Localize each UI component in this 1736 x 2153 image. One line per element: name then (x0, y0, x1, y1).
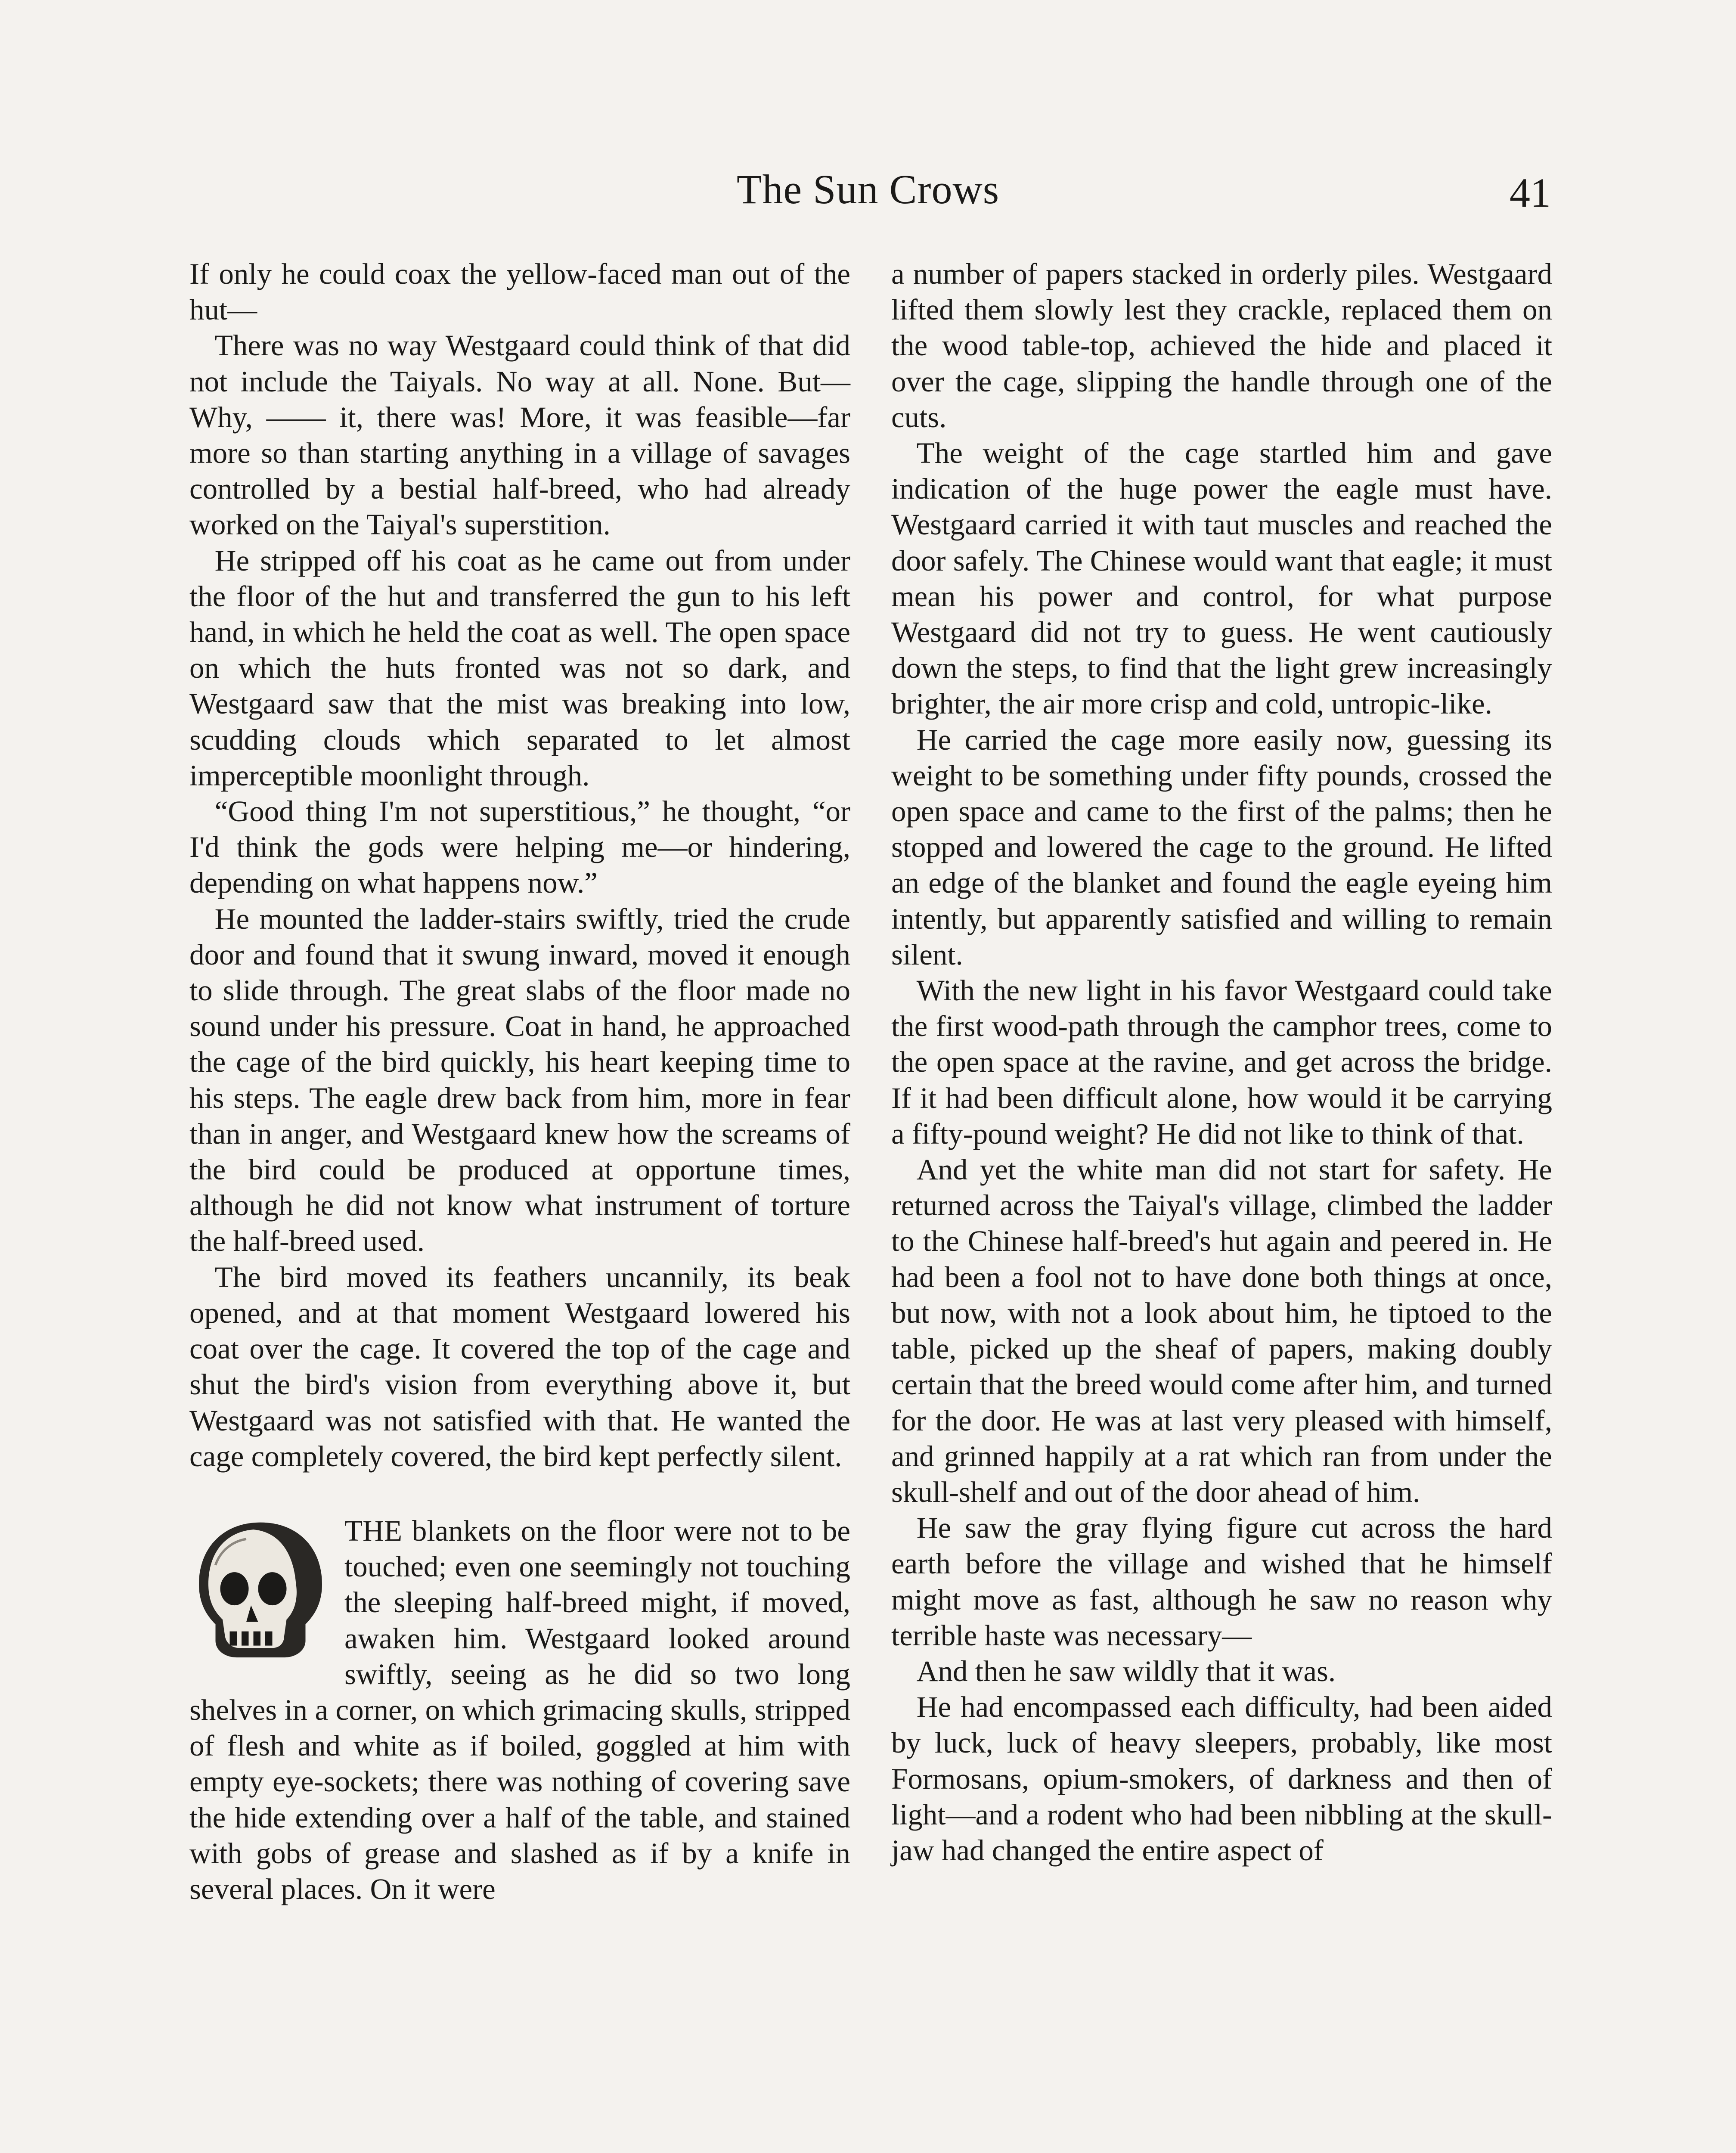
paragraph: a number of papers stacked in orderly piles. Westgaard lifted them slowly lest they crackle, replaced them on the wood table-top, achieved the hide and placed it over the cage, slipping the handle through one of the cuts. (891, 257, 1552, 434)
paragraph: There was no way Westgaard could think of that did not include the Taiyals. No way at all. None. But— Why, —— it, there was! More, it was feasible—far more so than starting anything in a village of savages controlled by a bestial half-breed, who had already worked on the Taiyal's superstition. (189, 329, 850, 541)
section-opening (189, 1513, 850, 1907)
right-column (891, 256, 1552, 1868)
paragraph: The weight of the cage startled him and gave indication of the huge power the eagle must have. Westgaard carried it with taut muscles and reached the door safely. The Chinese would want that eagle; it must mean his power and control, for what purpose Westgaard did not try to guess. He went cautiously down the steps, to find that the light grew increasingly brighter, the air more crisp and cold, untropic-like. (891, 437, 1552, 720)
paragraph: If only he could coax the yellow-faced man out of the hut— (189, 257, 850, 326)
paragraph: He mounted the ladder-stairs swiftly, tried the crude door and found that it swung inward, moved it enough to slide through. The great slabs of the floor made no sound under his pressure. Coat in hand, he approached the cage of the bird quickly, his heart keeping time to his steps. The eagle drew back from him, more in fear than in anger, and Westgaard knew how the screams of the bird could be produced at opportune times, although he did not know what instrument of torture the half-breed used. (189, 902, 850, 1258)
paragraph: He carried the cage more easily now, guessing its weight to be something under fifty pounds, crossed the open space and came to the first of the palms; then he stopped and lowered the cage to the ground. He lifted an edge of the blanket and found the eagle eyeing him intently, but apparently satisfied and willing to remain silent. (891, 723, 1552, 971)
section-break (189, 1474, 850, 1513)
paragraph: With the new light in his favor Westgaard could take the first wood-path through the camphor trees, come to the open space at the ravine, and get across the bridge. If it had been difficult alone, how would it be carrying a fifty-pound weight? He did not like to think of that. (891, 974, 1552, 1150)
section-paragraph: THE blankets on the floor were not to be touched; even one seemingly not touching the sleeping half-breed might, if moved, awaken him. Westgaard looked around swiftly, seeing as he did so two long shelves in a corner, on which grimacing skulls, stripped of flesh and white as if boiled, goggled at him with empty eye-sockets; there was nothing of covering save the hide extending over a half of the table, and stained with gobs of grease and slashed as if by a knife in several places. On it were (189, 1514, 850, 1905)
paragraph: He saw the gray flying figure cut across the hard earth before the village and wished that he himself might move as fast, although he saw no reason why terrible haste was necessary— (891, 1511, 1552, 1652)
paragraph: “Good thing I'm not superstitious,” he thought, “or I'd think the gods were helping me—or hindering, depending on what happens now.” (189, 795, 850, 900)
skull-icon (189, 1517, 332, 1666)
paragraph: He had encompassed each difficulty, had been aided by luck, luck of heavy sleepers, probably, like most Formosans, opium-smokers, of darkness and then of light—and a rodent who had been nibbling at the skull-jaw had changed the entire aspect of (891, 1691, 1552, 1867)
page-header (0, 159, 1736, 220)
left-column (189, 256, 850, 1907)
paragraph: And then he saw wildly that it was. (916, 1654, 1336, 1688)
page-number: 41 (1510, 170, 1551, 216)
paragraph: He stripped off his coat as he came out from under the floor of the hut and transferred the gun to his left hand, in which he held the coat as well. The open space on which the huts fronted was not so dark, and Westgaard saw that the mist was breaking into low, scudding clouds which separated to let almost imperceptible moonlight through. (189, 544, 850, 792)
running-title: The Sun Crows (736, 166, 1000, 212)
paragraph: The bird moved its feathers uncannily, its beak opened, and at that moment Westgaard lowered his coat over the cage. It covered the top of the cage and shut the bird's vision from everything above it, but Westgaard was not satisfied with that. He wanted the cage completely covered, the bird kept perfectly silent. (189, 1260, 850, 1473)
paragraph: And yet the white man did not start for safety. He returned across the Taiyal's village, climbed the ladder to the Chinese half-breed's hut again and peered in. He had been a fool not to have done both things at once, but now, with not a look about him, he tiptoed to the table, picked up the sheaf of papers, making doubly certain that the breed would come after him, and turned for the door. He was at last very pleased with himself, and grinned happily at a rat which ran from under the skull-shelf and out of the door ahead of him. (891, 1153, 1552, 1508)
